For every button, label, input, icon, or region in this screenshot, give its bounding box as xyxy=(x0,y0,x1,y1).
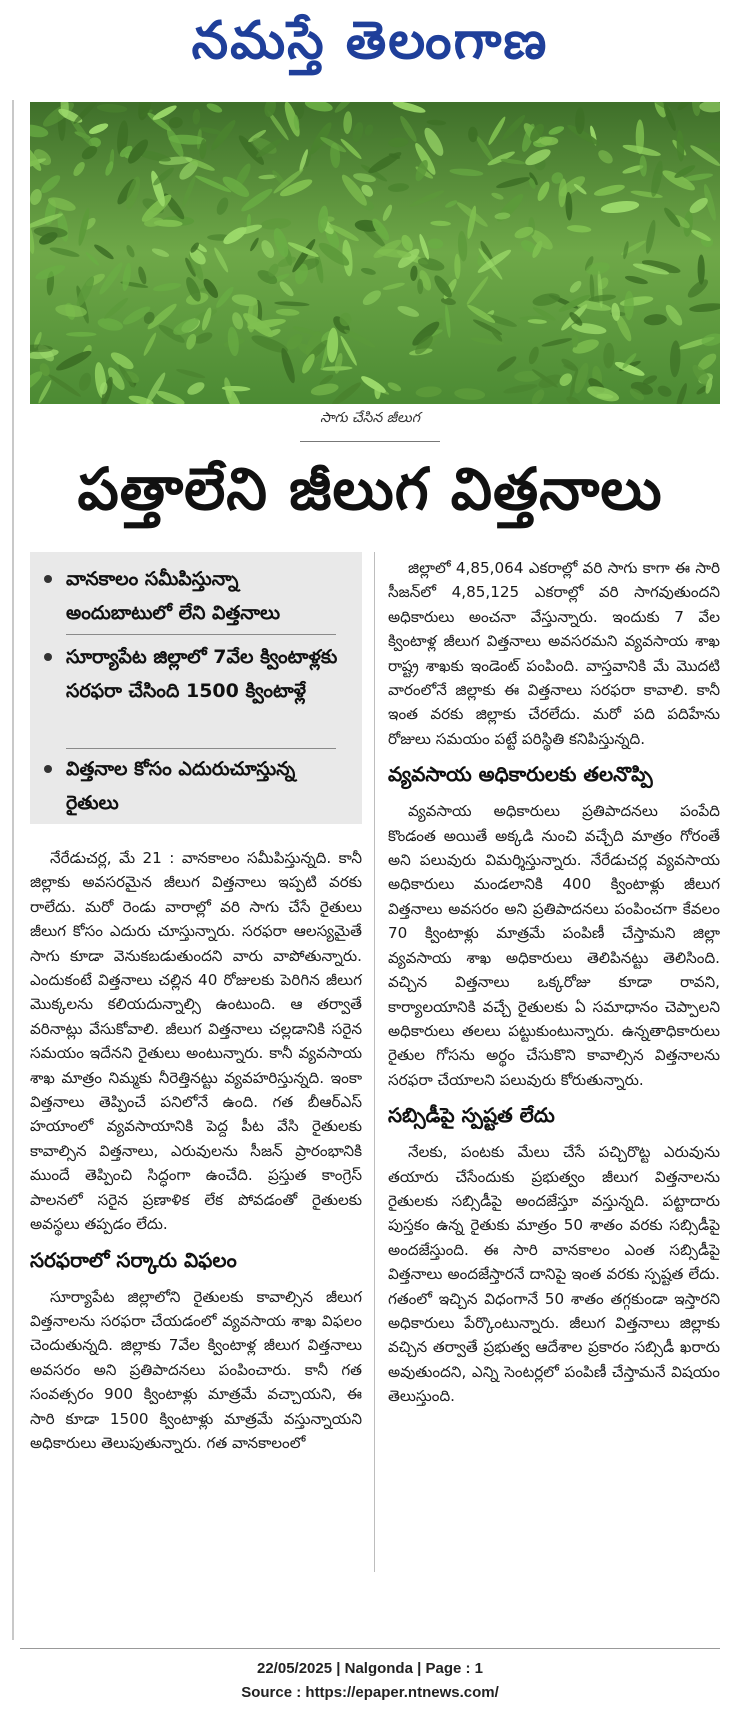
highlight-item xyxy=(44,752,344,820)
highlight-divider xyxy=(66,748,336,749)
paragraph: వ్యవసాయ అధికారులు ప్రతిపాదనలు పంపేది కొండంత అయితే అక్కడి నుంచి వచ్చేది మాత్రం గోరంతే అని పలువురు విమర్శిస్తున్నారు. నేరేడుచర్ల వ్యవసాయ అధికారులు మండలానికి 400 క్వింటాళ్లు జీలుగ విత్తనాలు అవసరం అని ప్రతిపాదనలు పంపించగా కేవలం 70 క్వింటాళ్లు మాత్రమే పంపిణీ చేస్తామని జిల్లా వ్యవసాయ శాఖ అధికారులు తెలిపినట్టు తెలిసింది. వచ్చిన విత్తనాలు ఒక్కరోజు కూడా రావని, కార్యాలయానికి వచ్చే రైతులకు ఏ సమాధానం చెప్పాలని అధికారులు తలలు పట్టుకుంటున్నారు. ఉన్నతాధికారులు రైతుల గోసను అర్థం చేసుకొని కావాల్సిన విత్తనాలను సరఫరా చేయాలని పలువురు కోరుతున్నారు. xyxy=(388,802,720,1089)
column-divider xyxy=(374,552,375,1572)
footer-dateline: 22/05/2025 | Nalgonda | Page : 1 xyxy=(257,1660,483,1677)
highlight-divider xyxy=(66,634,336,635)
masthead xyxy=(0,6,740,76)
bullet-dot-icon xyxy=(44,765,52,773)
highlight-text: సూర్యాపేట జిల్లాలో 7వేల క్వింటాళ్లకు సరఫరా చేసింది 1500 క్వింటాళ్లే xyxy=(66,646,338,702)
highlights-box xyxy=(30,552,362,824)
bullet-dot-icon xyxy=(44,653,52,661)
subheading: సరఫరాలో సర్కారు విఫలం xyxy=(30,1247,237,1272)
masthead-title: నమస్తే తెలంగాణ xyxy=(191,10,549,71)
bullet-dot-icon xyxy=(44,575,52,583)
footer-rule xyxy=(20,1648,720,1649)
footer-source: Source : https://epaper.ntnews.com/ xyxy=(241,1684,499,1701)
foliage-photo xyxy=(30,102,720,404)
subheading: వ్యవసాయ అధికారులకు తలనొప్పి xyxy=(388,762,653,787)
paragraph: నేరేడుచర్ల, మే 21 : వానకాలం సమీపిస్తున్నది. కానీ జిల్లాకు అవసరమైన జీలుగ విత్తనాలు ఇప్పటి వరకు రాలేదు. మరో రెండు వారాల్లో వరి సాగు చేసే రైతులు జీలుగ కోసం ఎదురు చూస్తున్నారు. సరఫరా ఆలస్యమైతే సాగు కూడా వెనుకబడుతుందని వారు వాపోతున్నారు. ఎందుకంటే విత్తనాలు చల్లిన 40 రోజులకు పెరిగిన జీలుగ మొక్కలను కలియదున్నాల్సి ఉంటుంది. ఆ తర్వాతే వరినాట్లు వేసుకోవాలి. జీలుగ విత్తనాలు చల్లడానికి సరైన సమయం ఇదేనని రైతులు అంటున్నారు. కానీ వ్యవసాయ శాఖ మాత్రం నిమ్మకు నీరెత్తినట్టు వ్యవహరిస్తున్నది. ఇంకా విత్తనాలు తెప్పించే పనిలోనే ఉంది. గత బీఆర్ఎస్ హయాంలో వ్యవసాయానికి పెద్ద పీట వేసి రైతులకు కావాల్సిన విత్తనాలు, ఎరువులను సీజన్ ప్రారంభానికి ముందే తెప్పించి సిద్ధంగా ఉంచేది. ప్రస్తుత కాంగ్రెస్ పాలనలో సరైన ప్రణాళిక లేక పోవడంతో రైతులకు అవస్థలు తప్పడం లేదు. xyxy=(30,849,362,1234)
highlight-item xyxy=(44,640,344,708)
article-photo xyxy=(30,102,720,404)
article-column-right xyxy=(388,556,720,1409)
highlight-item xyxy=(44,562,344,630)
paragraph: నేలకు, పంటకు మేలు చేసే పచ్చిరొట్ట ఎరువును తయారు చేసేందుకు ప్రభుత్వం జీలుగ విత్తనాలను రైతులకు సబ్సిడీపై అందజేస్తూ వస్తున్నది. పట్టాదారు పుస్తకం ఉన్న రైతుకు మాత్రం 50 శాతం వరకు సబ్సిడీపై అందజేస్తుంది. ఈ సారి వానకాలం ఎంత సబ్సిడీపై విత్తనాలు అందజేస్తారనే దానిపై ఇంత వరకు స్పష్టత లేదు. గతంలో ఇచ్చిన విధంగానే 50 శాతం తగ్గకుండా ఇస్తారని అధికారులు పేర్కొంటున్నారు. జీలుగ విత్తనాలు జిల్లాకు వచ్చిన తర్వాతే ప్రభుత్వ ఆదేశాల ప్రకారం సబ్సిడీ ఖరారు అవుతుందని, ఎన్ని సెంటర్లలో పంపిణీ చేస్తామనే విషయం తెలుస్తుంది. xyxy=(388,1143,720,1406)
highlight-text: వానకాలం సమీపిస్తున్నా అందుబాటులో లేని విత్తనాలు xyxy=(66,568,281,624)
subheading: సబ్సిడీపై స్పష్టత లేదు xyxy=(388,1103,555,1128)
highlight-text: విత్తనాల కోసం ఎదురుచూస్తున్న రైతులు xyxy=(66,758,296,814)
paragraph: సూర్యాపేట జిల్లాలోని రైతులకు కావాల్సిన జీలుగ విత్తనాలను సరఫరా చేయడంలో వ్యవసాయ శాఖ విఫలం చెందుతున్నది. జిల్లాకు 7వేల క్వింటాళ్ల జీలుగ విత్తనాలు అవసరం అని ప్రతిపాదనలు పంపించారు. కానీ గత సంవత్సరం 900 క్వింటాళ్లు మాత్రమే వచ్చాయని, ఈ సారి కూడా 1500 క్వింటాళ్లు మాత్రమే వస్తున్నాయని అధికారులు తెలుపుతున్నారు. గత వానకాలంలో xyxy=(30,1287,362,1452)
leaf-shape xyxy=(66,332,97,337)
photo-caption: సాగు చేసిన జీలుగ xyxy=(320,410,420,426)
headline: పత్తాలేని జీలుగ విత్తనాలు xyxy=(77,455,663,523)
paragraph: జిల్లాలో 4,85,064 ఎకరాల్లో వరి సాగు కాగా ఈ సారి సీజన్‌లో 4,85,125 ఎకరాల్లో వరి సాగవుతుందని అధికారులు అంచనా వేస్తున్నారు. ఇందుకు 7 వేల క్వింటాళ్ల జీలుగ విత్తనాలు అవసరమని వ్యవసాయ శాఖ రాష్ట్ర శాఖకు ఇండెంట్ పంపింది. వాస్తవానికి మే మొదటి వారంలోనే జిల్లాకు ఈ విత్తనాలు సరఫరా కావాలి. కానీ ఇంత వరకు జిల్లాకు చేరలేదు. మరో పది పదిహేను రోజులు సమయం పట్టే పరిస్థితి కనిపిస్తున్నది. xyxy=(388,559,720,748)
article-column-left xyxy=(30,846,362,1455)
caption-rule xyxy=(300,441,440,442)
left-border-rule xyxy=(12,100,14,1640)
